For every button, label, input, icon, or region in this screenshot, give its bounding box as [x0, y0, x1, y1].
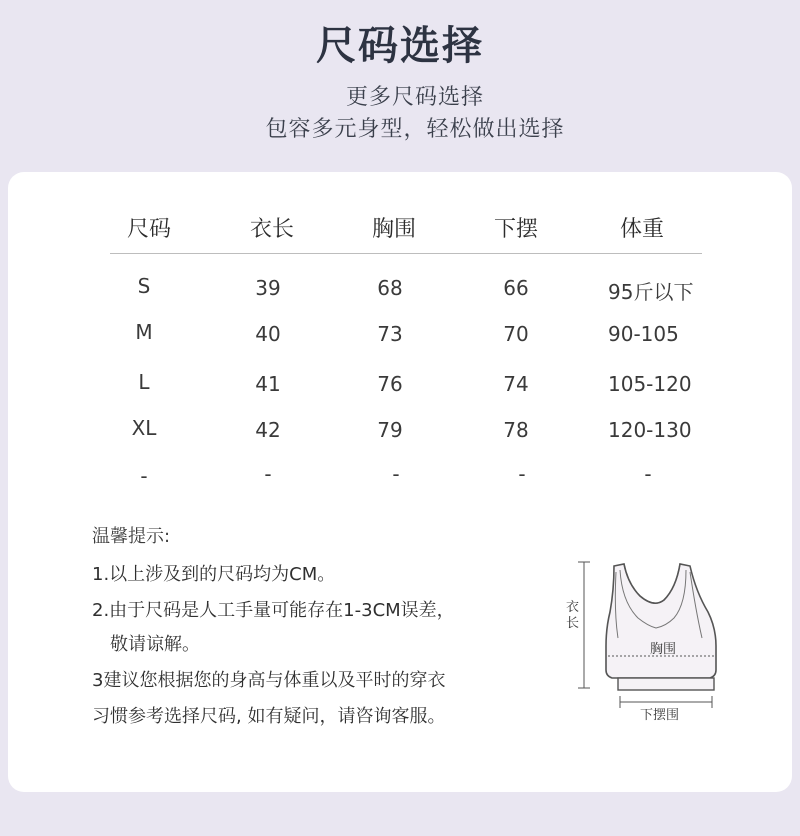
cell-chest: -: [392, 462, 400, 486]
tip-line: 1.以上涉及到的尺码均为CM。: [92, 564, 336, 585]
page-title: 尺码选择: [316, 23, 484, 69]
column-header-chest: 胸围: [371, 217, 416, 242]
cell-length: 39: [255, 276, 281, 300]
cell-chest: 76: [377, 372, 403, 396]
cell-hem: 70: [503, 322, 529, 346]
cell-hem: -: [518, 462, 526, 486]
cell-weight: 95斤以下: [608, 280, 694, 304]
garment-diagram: [556, 552, 736, 732]
tip-line: 3建议您根据您的身高与体重以及平时的穿衣: [92, 670, 446, 691]
cell-size: XL: [131, 416, 157, 440]
cell-length: -: [264, 462, 272, 486]
cell-size: L: [138, 370, 150, 394]
column-header-length: 衣长: [249, 217, 294, 242]
cell-length: 42: [255, 418, 281, 442]
chest-label: 胸围: [650, 642, 677, 657]
tip-line: 2.由于尺码是人工手量可能存在1-3CM误差，: [92, 600, 455, 621]
cell-weight: -: [644, 462, 652, 486]
cell-weight: 120-130: [608, 418, 692, 442]
cell-chest: 73: [377, 322, 403, 346]
cell-length: 40: [255, 322, 281, 346]
column-header-size: 尺码: [126, 217, 171, 242]
cell-hem: 66: [503, 276, 529, 300]
cell-weight: 105-120: [608, 372, 692, 396]
cell-chest: 79: [377, 418, 403, 442]
cell-length: 41: [255, 372, 281, 396]
cell-chest: 68: [377, 276, 403, 300]
hem-label: 下摆围: [640, 708, 680, 723]
tip-line: 敬请谅解。: [110, 634, 200, 655]
column-header-hem: 下摆: [493, 217, 538, 242]
subtitle-line-2: 包容多元身型，轻松做出选择: [265, 117, 565, 142]
cell-weight: 90-105: [608, 322, 679, 346]
tips-title: 温馨提示:: [92, 526, 171, 547]
length-label: 衣长: [566, 600, 580, 631]
table-divider: [110, 253, 702, 254]
tip-line: 习惯参考选择尺码, 如有疑问，请咨询客服。: [92, 706, 446, 727]
cell-hem: 78: [503, 418, 529, 442]
cell-size: M: [135, 320, 153, 344]
cell-size: -: [140, 464, 148, 488]
subtitle-line-1: 更多尺码选择: [345, 85, 484, 110]
cell-size: S: [137, 274, 151, 298]
column-header-weight: 体重: [619, 217, 664, 242]
size-card: [8, 172, 792, 792]
cell-hem: 74: [503, 372, 529, 396]
